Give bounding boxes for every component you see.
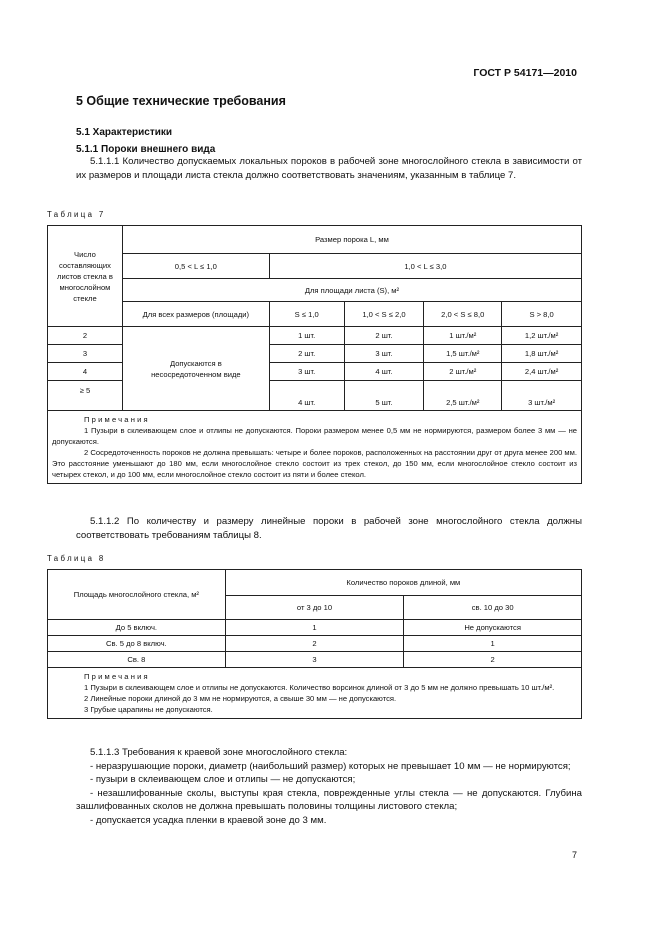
table7-cell: 1,2 шт./м² <box>502 327 582 345</box>
table7-cell: 1 шт./м² <box>424 327 502 345</box>
table8-notes <box>48 668 582 719</box>
table7-cell: 4 шт. <box>344 363 424 381</box>
table8-area-cell: Св. 8 <box>48 652 226 668</box>
table8-cell: 2 <box>225 636 404 652</box>
table7-s-col: S > 8,0 <box>502 302 582 327</box>
table7-label: Таблица 7 <box>47 210 106 219</box>
table7-s-col: 2,0 < S ≤ 8,0 <box>424 302 502 327</box>
list-item: - пузыри в склеивающем слое и отлипы — не допускаются; <box>90 774 356 785</box>
table7-cell: 2 шт. <box>269 345 344 363</box>
table8-cell: 1 <box>404 636 582 652</box>
table7-count-cell: ≥ 5 <box>48 381 123 411</box>
table7-notes <box>48 411 582 484</box>
notes-title: Примечания <box>84 672 150 681</box>
page-number: 7 <box>571 850 577 860</box>
table7-area-header: Для площади листа (S), м² <box>122 279 581 302</box>
table8-length-col: св. 10 до 30 <box>404 596 582 620</box>
note-item: 3 Грубые царапины не допускаются. <box>84 705 213 714</box>
list-item: - неразрушающие пороки, диаметр (наибольший размер) которых не превышает 10 мм — не нормируются; <box>90 760 571 772</box>
table7-count-cell: 2 <box>48 327 123 345</box>
table-row <box>48 636 582 652</box>
table-row <box>48 327 582 345</box>
table7-cell: 3 шт./м² <box>502 381 582 411</box>
table7-cell: 1,8 шт./м² <box>502 345 582 363</box>
paragraph-5-1-1-1 <box>76 155 582 183</box>
table7-allowed-text: Допускаются в несосредоточенном виде <box>122 327 269 411</box>
table8-cell: 1 <box>225 620 404 636</box>
table-8 <box>47 569 582 719</box>
table8-cell: 2 <box>404 652 582 668</box>
paragraph-5-1-1-3 <box>76 746 582 827</box>
table7-s-col: 1,0 < S ≤ 2,0 <box>344 302 424 327</box>
table8-cell: Не допускаются <box>404 620 582 636</box>
table-7 <box>47 225 582 484</box>
list-item: - допускается усадка пленки в краевой зоне до 3 мм. <box>90 814 327 826</box>
standard-number: ГОСТ Р 54171—2010 <box>473 67 577 79</box>
table7-size-header: Размер порока L, мм <box>122 226 581 254</box>
note-item: 1 Пузыри в склеивающем слое и отлипы не допускаются. Пороки размером менее 0,5 мм не нормируются, размером более 3 мм — не допускаются. <box>52 426 577 446</box>
note-item: 2 Сосредоточенность пороков не должна превышать: четыре и более пороков, расположенных на расстоянии друг от друга менее 200 мм. Это расстояние уменьшают до 180 мм, если многослойное стекло состоит из трех стекол, до 150 мм, если многослойное стекло состоит из четырех стекол, и до 100 мм, если многослойное стекло состоит из пяти и более стекол. <box>52 448 577 479</box>
table-row <box>48 652 582 668</box>
note-item: 1 Пузыри в склеивающем слое и отлипы не допускаются. Количество ворсинок длиной от 3 до 5 мм не должно превышать 10 шт./м². <box>84 683 555 692</box>
table7-cell: 3 шт. <box>344 345 424 363</box>
table7-cell: 5 шт. <box>344 381 424 411</box>
table7-count-cell: 4 <box>48 363 123 381</box>
paragraph-5-1-1-2 <box>76 515 582 543</box>
table7-s-col: S ≤ 1,0 <box>269 302 344 327</box>
table7-cell: 2 шт. <box>344 327 424 345</box>
paragraph-lead: 5.1.1.3 Требования к краевой зоне многослойного стекла: <box>90 747 348 758</box>
subsubsection-title: 5.1.1 Пороки внешнего вида <box>76 144 216 155</box>
paragraph-text: 5.1.1.1 Количество допускаемых локальных пороков в рабочей зоне многослойного стекла в зависимости от их размеров и площади листа стекла должно соответствовать значениям, указанным в таблице 7. <box>76 156 582 181</box>
table7-cell: 1 шт. <box>269 327 344 345</box>
table7-range-small: 0,5 < L ≤ 1,0 <box>122 254 269 279</box>
list-item: - незашлифованные сколы, выступы края стекла, поврежденные углы стекла — не допускаются. Глубина зашлифованных сколов не должна превышать половины толщины листового стекла; <box>76 787 582 812</box>
table8-length-col: от 3 до 10 <box>225 596 404 620</box>
table7-cell: 1,5 шт./м² <box>424 345 502 363</box>
notes-title: Примечания <box>84 415 150 424</box>
table8-area-cell: До 5 включ. <box>48 620 226 636</box>
table7-col-count: Число составляющих листов стекла в многослойном стекле <box>48 226 123 327</box>
table8-cell: 3 <box>225 652 404 668</box>
table-row <box>48 620 582 636</box>
table7-cell: 2,5 шт./м² <box>424 381 502 411</box>
table7-cell: 2 шт./м² <box>424 363 502 381</box>
table8-label: Таблица 8 <box>47 554 106 563</box>
table7-all-sizes: Для всех размеров (площади) <box>122 302 269 327</box>
subsection-title: 5.1 Характеристики <box>76 127 173 138</box>
table8-count-header: Количество пороков длиной, мм <box>225 570 581 596</box>
table7-count-cell: 3 <box>48 345 123 363</box>
table7-range-large: 1,0 < L ≤ 3,0 <box>269 254 581 279</box>
table7-cell: 4 шт. <box>269 381 344 411</box>
paragraph-text: 5.1.1.2 По количеству и размеру линейные пороки в рабочей зоне многослойного стекла должны соответствовать требованиям таблицы 8. <box>76 516 582 541</box>
table8-col-area: Площадь многослойного стекла, м² <box>48 570 226 620</box>
section-title: 5 Общие технические требования <box>76 94 286 108</box>
table7-cell: 3 шт. <box>269 363 344 381</box>
note-item: 2 Линейные пороки длиной до 3 мм не нормируются, а свыше 30 мм — не допускаются. <box>84 694 397 703</box>
table8-area-cell: Св. 5 до 8 включ. <box>48 636 226 652</box>
table7-cell: 2,4 шт./м² <box>502 363 582 381</box>
